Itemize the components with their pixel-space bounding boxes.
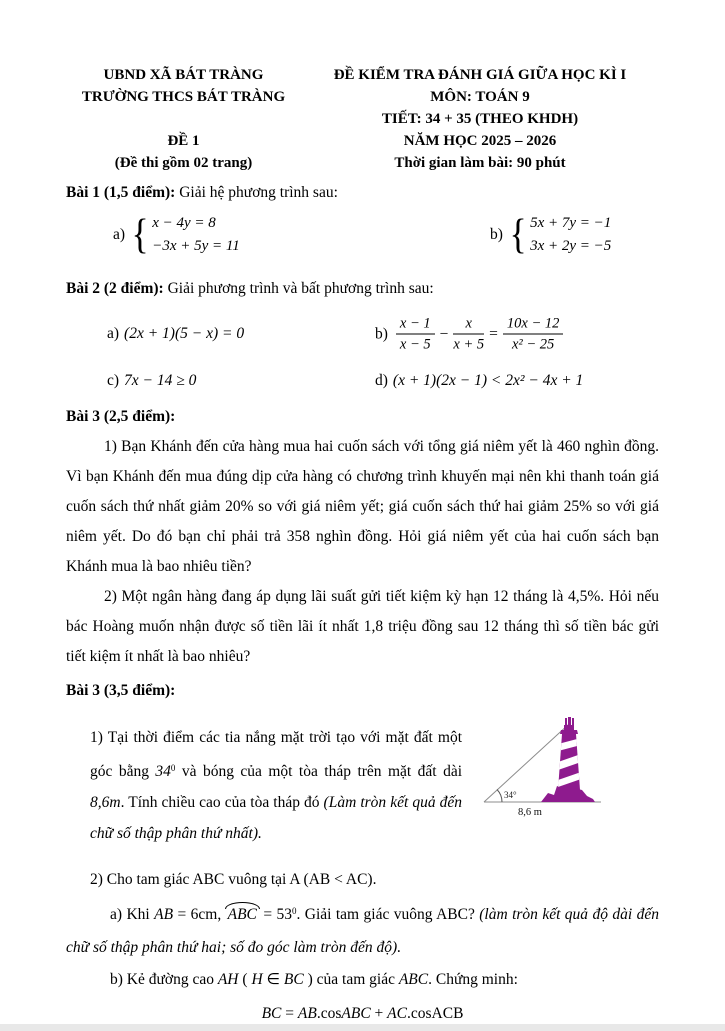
triangle-lines: [484, 724, 601, 802]
fraction-3: [503, 315, 563, 354]
denominator: x − 5: [399, 336, 431, 353]
exam-code: ĐỀ 1: [167, 133, 200, 149]
section-bai1: [66, 178, 659, 268]
text-run: (làm tròn kết quả độ dài đến chữ số thập phân thứ hai; số đo góc làm tròn đến độ).: [66, 906, 663, 956]
equation-line: 5x + 7y = −1: [530, 215, 612, 231]
text-run: 1) Tại thời điểm các tia nắng mặt trời tạo với mặt đất một góc bằng: [90, 728, 466, 780]
problem-bank-paragraph: 2) Một ngân hàng đang áp dụng lãi suất gửi tiết kiệm kỳ hạn 12 tháng là 4,5%. Hỏi nếu bác Hoàng muốn nhận được số tiền lãi ít nhất 1,8 triệu đồng sau 12 tháng thì số tiền bác gửi tiết kiệm ít nhất là bao nhiêu?: [66, 588, 659, 665]
page-count-note: (Đề thi gồm 02 trang): [114, 155, 253, 171]
exam-title: ĐỀ KIỂM TRA ĐÁNH GIÁ GIỮA HỌC KÌ I: [333, 67, 627, 83]
bai2-row-cd: [66, 364, 659, 398]
text-run: AH: [217, 971, 239, 988]
header-left-column: [66, 64, 301, 174]
text-run: ∈: [262, 971, 284, 988]
text-run: ABC: [227, 906, 257, 923]
section-bai3-geometry: [66, 676, 663, 1031]
text-run: 34: [155, 762, 171, 780]
triangle-problem-part-b: [66, 964, 659, 995]
text-run: .cos: [316, 1005, 342, 1022]
numerator: x − 1: [396, 315, 435, 335]
triangle-problem-intro: 2) Cho tam giác ABC vuông tại A (AB < AC).: [90, 871, 377, 888]
text-run: (: [238, 971, 252, 988]
text-run: =: [281, 1005, 298, 1022]
period-info: TIẾT: 34 + 35 (THEO KHDH): [381, 111, 579, 127]
item-label-b: b): [490, 226, 503, 243]
subject: MÔN: TOÁN 9: [430, 89, 530, 105]
text-run: ABC: [341, 1005, 371, 1022]
fraction-2: [453, 315, 484, 354]
left-brace-glyph: [508, 214, 528, 256]
text-run: ABC: [398, 971, 429, 988]
text-run: . Tính chiều cao của tòa tháp đó: [120, 793, 324, 811]
text-run: BC: [283, 971, 304, 988]
text-run: 0: [170, 762, 176, 773]
school-year: NĂM HỌC 2025 – 2026: [403, 133, 557, 149]
system-equation-b: [490, 212, 611, 258]
item-label-d: d): [375, 372, 388, 389]
triangle-problem-part-a: [66, 895, 663, 964]
equation-line: −3x + 5y = 11: [152, 238, 240, 254]
item-label-a: a): [113, 226, 126, 243]
bai1-systems-row: [66, 212, 659, 268]
org-name: UBND XÃ BÁT TRÀNG: [103, 67, 264, 83]
denominator: x² − 25: [511, 336, 555, 353]
bai1-heading: [66, 178, 659, 208]
header-right-column: [301, 64, 659, 174]
equation-line: 3x + 2y = −5: [530, 238, 612, 254]
text-run: .cos: [406, 1005, 432, 1022]
equation-text: 7x − 14 ≥ 0: [124, 372, 197, 389]
exam-header: [66, 64, 659, 174]
text-run: = 53: [258, 906, 292, 923]
text-run: +: [370, 1005, 388, 1022]
duration: Thời gian làm bài: 90 phút: [394, 155, 566, 171]
text-run: b) Kẻ đường cao: [110, 971, 218, 988]
equation-2d: [375, 372, 583, 390]
fraction-1: [396, 315, 435, 354]
bai2-row-ab: [66, 306, 659, 362]
text-run: Bài 2 (2 điểm):: [66, 280, 168, 297]
bai3a-heading: Bài 3 (2,5 điểm):: [66, 408, 176, 425]
equation-text: (2x + 1)(5 − x) = 0: [124, 325, 245, 342]
bai2-heading: [66, 274, 659, 304]
denominator: x + 5: [453, 336, 485, 353]
text-run: AB: [297, 1005, 317, 1022]
bai3b-heading: Bài 3 (3,5 điểm):: [66, 682, 176, 699]
equation-line: x − 4y = 8: [152, 215, 216, 231]
text-run: AB: [154, 906, 174, 923]
text-run: 8,6m: [90, 793, 121, 811]
system-a-lines: [152, 212, 240, 258]
system-equation-a: [113, 212, 240, 258]
tower-problem-row: [66, 706, 659, 864]
equation-text: (x + 1)(2x − 1) < 2x² − 4x + 1: [392, 372, 584, 389]
item-label-a: a): [107, 325, 120, 342]
system-b-lines: [530, 212, 611, 258]
equation-2b: [375, 315, 566, 354]
angle-arc: [497, 790, 502, 803]
numerator: 10x − 12: [503, 315, 563, 335]
text-run: Giải phương trình và bất phương trình sau:: [167, 280, 434, 297]
school-name: TRƯỜNG THCS BÁT TRÀNG: [81, 89, 286, 105]
text-run: (Làm tròn kết quả đến chữ số thập phân thứ nhất).: [90, 793, 466, 842]
lighthouse-stripes: [558, 738, 581, 787]
equation-2a: [107, 325, 244, 343]
text-run: . Giải tam giác vuông ABC?: [296, 906, 480, 923]
text-run: . Chứng minh:: [428, 971, 518, 988]
base-length-label: 8,6 m: [518, 807, 542, 818]
left-brace-glyph: [130, 214, 150, 256]
text-run: = 6cm,: [173, 906, 226, 923]
text-run: AC: [387, 1005, 407, 1022]
tower-problem-paragraph: [90, 722, 466, 849]
text-run: ACB: [431, 1005, 464, 1022]
item-label-b: b): [375, 325, 388, 342]
angle-label: 34°: [504, 790, 517, 800]
text-run: 0: [291, 906, 297, 916]
numerator: x: [453, 315, 484, 335]
text-run: BC: [261, 1005, 282, 1022]
lighthouse-triangle-figure: [481, 714, 609, 828]
text-run: H: [251, 971, 263, 988]
equals-operator: =: [489, 325, 498, 342]
text-run: Giải hệ phương trình sau:: [179, 184, 338, 201]
text-run: a) Khi: [110, 906, 155, 923]
text-run: Bài 1 (1,5 điểm):: [66, 184, 180, 201]
minus-operator: −: [439, 325, 449, 342]
proof-formula: [66, 997, 659, 1031]
problem-books-paragraph: 1) Bạn Khánh đến cửa hàng mua hai cuốn sách với tổng giá niêm yết là 460 nghìn đồng. Vì bạn Khánh đến mua đúng dịp cửa hàng có chương trình khuyến mại nên khi thanh toán giá cuốn sách thứ nhất giảm 20% so với giá niêm yết; giá cuốn sách thứ hai giảm 25% so với giá niêm yết. Do đó bạn chỉ phải trả 358 nghìn đồng. Hỏi giá niêm yết của hai cuốn sách bạn Khánh mua là bao nhiêu tiền?: [66, 438, 659, 575]
item-label-c: c): [107, 372, 120, 389]
section-bai2: [66, 274, 659, 398]
text-run: ) của tam giác: [303, 971, 399, 988]
text-run: và bóng của một tòa tháp trên mặt đất dài: [175, 762, 466, 780]
section-bai3-word-problems: [66, 402, 659, 672]
equation-2c: [107, 372, 196, 390]
